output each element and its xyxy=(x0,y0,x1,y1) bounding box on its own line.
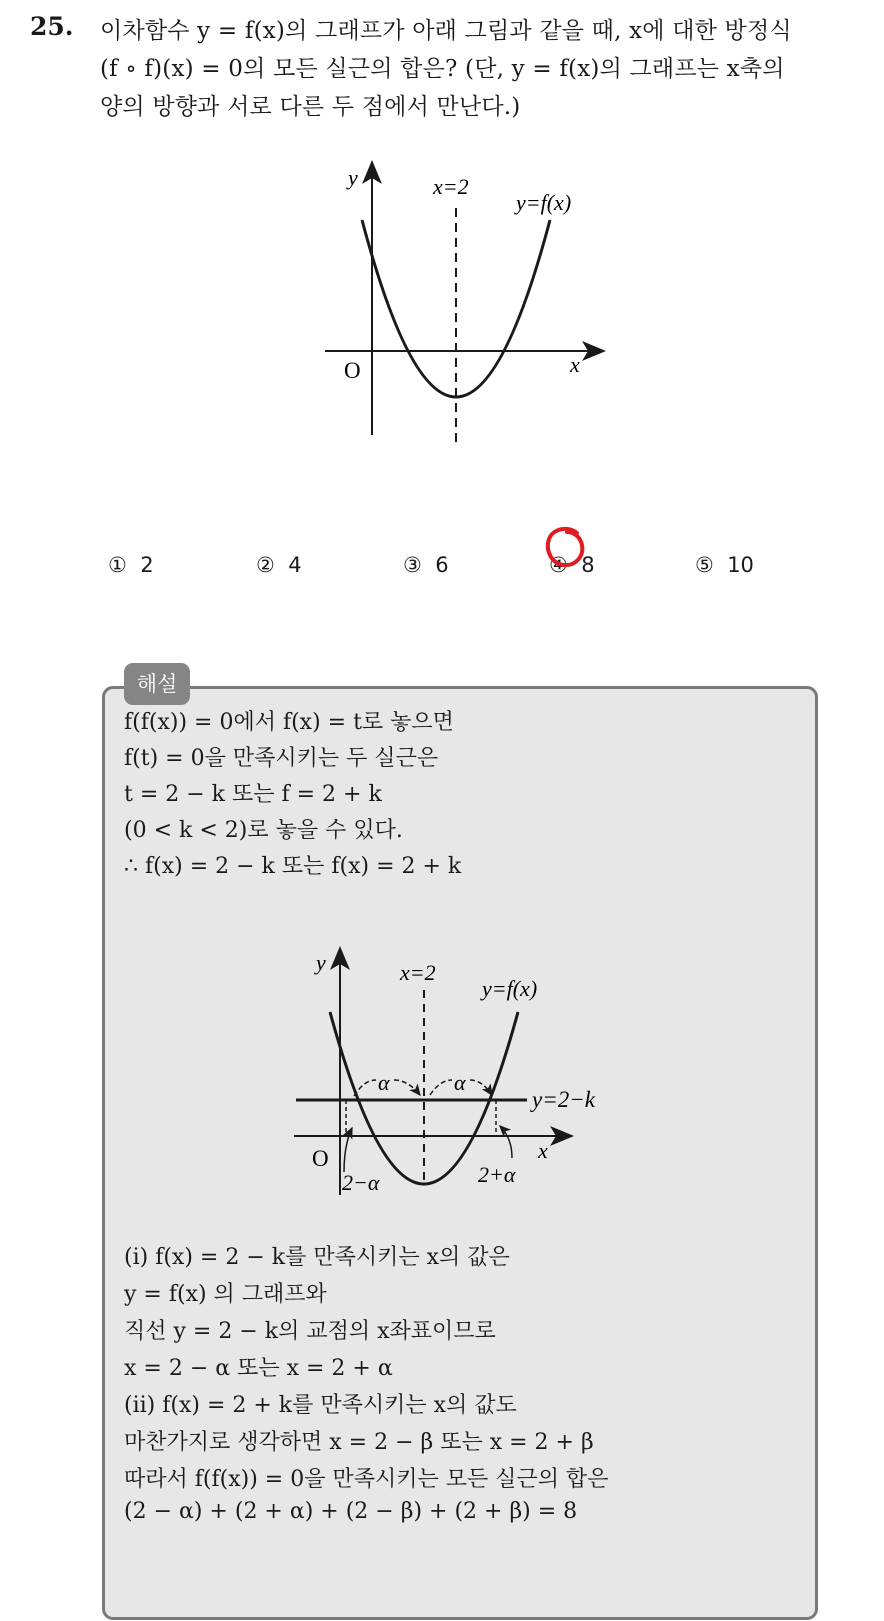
left-root-label: 2−α xyxy=(342,1170,380,1195)
right-root-label: 2+α xyxy=(478,1162,516,1187)
choice-1[interactable] xyxy=(108,553,154,577)
question-number: 25. xyxy=(30,12,74,41)
choice-3-mark: ③ xyxy=(403,553,422,577)
solution-line: y = f(x) 의 그래프와 xyxy=(124,1282,327,1307)
solution-line: f(t) = 0을 만족시키는 두 실근은 xyxy=(124,746,439,771)
right-root-arrow xyxy=(500,1126,512,1158)
solution-line: f(f(x)) = 0에서 f(x) = t로 놓으면 xyxy=(124,710,454,735)
solution-line: (2 − α) + (2 + α) + (2 − β) + (2 + β) = 8 xyxy=(124,1499,578,1524)
choice-3[interactable] xyxy=(403,553,449,577)
choice-5[interactable] xyxy=(695,553,754,577)
solution-line: (0 < k < 2)로 놓을 수 있다. xyxy=(124,818,403,843)
choice-5-value: 10 xyxy=(727,553,754,577)
choice-1-mark: ① xyxy=(108,553,127,577)
parabola-graph xyxy=(300,150,630,450)
choice-4-value: 8 xyxy=(581,553,595,577)
origin-label: O xyxy=(312,1146,329,1171)
answer-circle-mark xyxy=(543,524,589,572)
horizontal-line-label: y=2−k xyxy=(532,1087,595,1112)
curve-label: y=f(x) xyxy=(482,976,538,1001)
solution-line: 직선 y = 2 − k의 교점의 x좌표이므로 xyxy=(124,1319,496,1344)
choice-2-value: 4 xyxy=(288,553,302,577)
right-gap-label: α xyxy=(454,1070,466,1095)
y-axis-label: y xyxy=(348,165,358,190)
solution-line: (ⅱ) f(x) = 2 + k를 만족시키는 x의 값도 xyxy=(124,1393,517,1418)
choice-3-value: 6 xyxy=(435,553,449,577)
question-line-2: (f ∘ f)(x) = 0의 모든 실근의 합은? (단, y = f(x)의 그래프는 x축의 xyxy=(100,56,785,82)
choice-1-value: 2 xyxy=(140,553,154,577)
right-gap-bracket xyxy=(470,1080,492,1095)
solution-graph xyxy=(280,940,640,1200)
choice-4-mark: ④ xyxy=(549,553,568,577)
solution-line: 따라서 f(f(x)) = 0을 만족시키는 모든 실근의 합은 xyxy=(124,1467,609,1492)
choice-2-mark: ② xyxy=(256,553,275,577)
question-line-1: 이차함수 y = f(x)의 그래프가 아래 그림과 같을 때, x에 대한 방정식 xyxy=(100,18,792,44)
symmetry-line-label: x=2 xyxy=(400,960,436,985)
left-root-arrow xyxy=(344,1128,352,1172)
solution-line: x = 2 − α 또는 x = 2 + α xyxy=(124,1356,393,1381)
x-axis-label: x xyxy=(570,352,580,377)
solution-line: (ⅰ) f(x) = 2 − k를 만족시키는 x의 값은 xyxy=(124,1245,510,1270)
curve-label: y=f(x) xyxy=(516,190,572,215)
solution-line: ∴ f(x) = 2 − k 또는 f(x) = 2 + k xyxy=(124,854,462,879)
solution-line: 마찬가지로 생각하면 x = 2 − β 또는 x = 2 + β xyxy=(124,1430,594,1455)
y-axis-label: y xyxy=(316,950,326,975)
left-gap-bracket xyxy=(394,1080,420,1095)
solution-line: t = 2 − k 또는 f = 2 + k xyxy=(124,782,382,807)
choice-5-mark: ⑤ xyxy=(695,553,714,577)
question-line-3: 양의 방향과 서로 다른 두 점에서 만난다.) xyxy=(100,94,521,120)
left-gap-label: α xyxy=(378,1070,390,1095)
choice-2[interactable] xyxy=(256,553,302,577)
origin-label: O xyxy=(344,358,361,383)
right-gap-bracket xyxy=(430,1080,452,1095)
symmetry-line-label: x=2 xyxy=(433,174,469,199)
x-axis-label: x xyxy=(538,1138,548,1163)
solution-tag: 해설 xyxy=(124,663,190,705)
